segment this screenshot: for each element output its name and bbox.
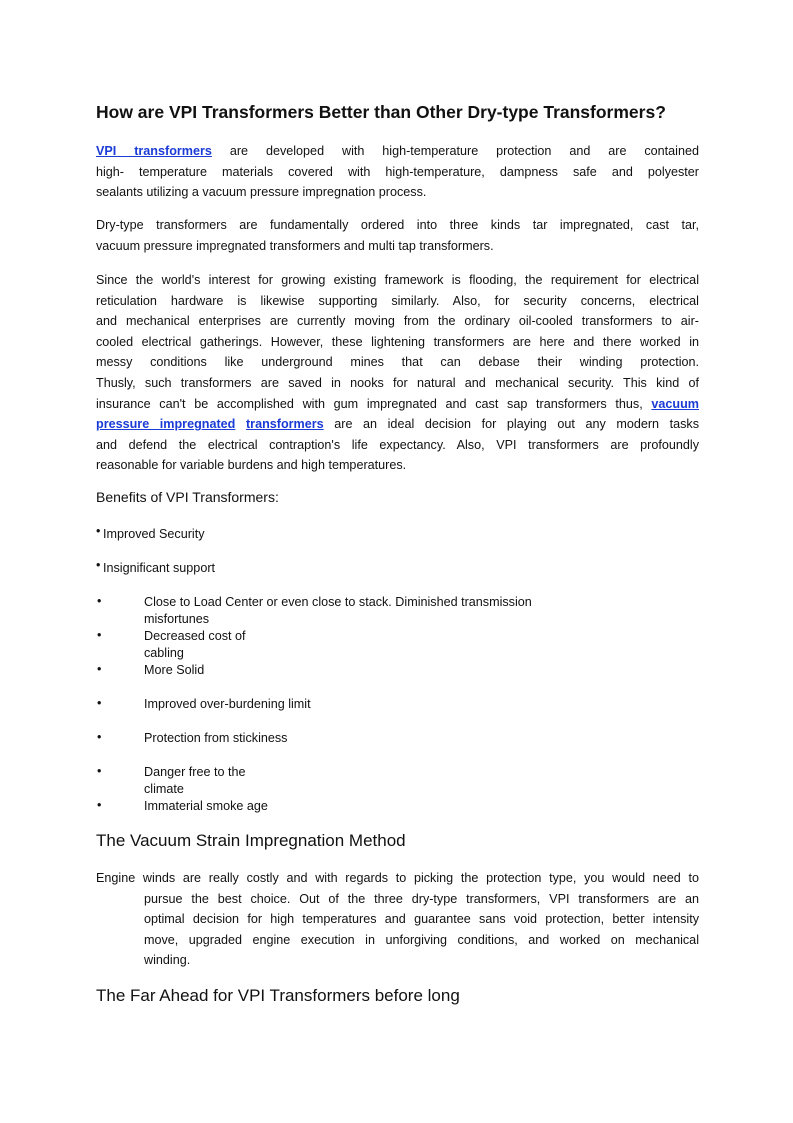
text-span: sealants utilizing a vacuum pressure impregnation process. (96, 185, 427, 200)
bullet-item-text: Insignificant support (103, 561, 216, 575)
paragraph-line (96, 217, 699, 233)
paragraph-line (96, 457, 699, 473)
text-span: high- temperature materials covered with high-temperature, dampness safe and polyester (96, 164, 699, 179)
paragraph-line (96, 354, 699, 370)
bullet-icon: • (97, 764, 102, 778)
paragraph-line (96, 396, 699, 412)
bullet-item-text: Improved Security (103, 527, 205, 541)
bullet-item-text: Improved over-burdening limit (144, 697, 311, 711)
bullet-item-text: misfortunes (144, 612, 210, 626)
paragraph-line (96, 416, 699, 432)
bullet-icon: • (97, 730, 102, 744)
text-span: Thusly, such transformers are saved in nooks for natural and mechanical security. This kind of (96, 376, 699, 390)
paragraph-line: optimal decision for high temperatures and guarantee sans void protection, better intensity (144, 912, 699, 927)
bullet-icon: • (97, 594, 102, 608)
bullet-item-text: cabling (144, 646, 184, 660)
bullet-icon: • (96, 558, 101, 572)
bullet-item-text: Immaterial smoke age (144, 799, 268, 813)
paragraph-line (96, 164, 699, 180)
paragraph-line (96, 184, 699, 200)
text-span: insurance can't be accomplished with gum impregnated and cast sap transformers thus, (96, 396, 652, 411)
paragraph-line (96, 375, 699, 391)
hyperlink[interactable]: pressure impregnated (96, 417, 236, 432)
text-span: are developed with high-temperature protection and are contained (229, 144, 699, 158)
text-span: and defend the electrical contraption's life expectancy. Also, VPI transformers are profoundly (96, 437, 699, 452)
benefits-heading: Benefits of VPI Transformers: (96, 489, 279, 505)
bullet-item-text: Close to Load Center or even close to stack. Diminished transmission (144, 595, 532, 609)
hyperlink[interactable]: VPI transformers (96, 144, 212, 158)
bullet-item-text: climate (144, 782, 184, 796)
paragraph-line (96, 293, 699, 309)
hyperlink[interactable]: vacuum (651, 396, 699, 411)
hyperlink[interactable]: transformers (245, 417, 324, 432)
section-heading-far-ahead: The Far Ahead for VPI Transformers before long (96, 986, 460, 1005)
section-heading-vacuum-method: The Vacuum Strain Impregnation Method (96, 831, 406, 850)
bullet-icon: • (96, 524, 101, 538)
paragraph-line: Engine winds are really costly and with regards to picking the protection type, you would need to (96, 871, 699, 885)
text-span: Dry-type transformers are fundamentally ordered into three kinds tar impregnated, cast tar, (96, 218, 699, 232)
paragraph-line: move, upgraded engine execution in unforgiving conditions, and worked on mechanical (144, 932, 699, 947)
bullet-item-text: Decreased cost of (144, 629, 246, 643)
bullet-icon: • (97, 628, 102, 642)
text-span: vacuum pressure impregnated transformers and multi tap transformers. (96, 238, 494, 253)
bullet-item-text: More Solid (144, 663, 205, 677)
text-span: Since the world's interest for growing existing framework is flooding, the requirement for electrical (96, 273, 699, 287)
paragraph-line (96, 238, 699, 254)
text-span: messy conditions like underground mines that can debase their winding protection. (96, 355, 699, 370)
page-title: How are VPI Transformers Better than Other Dry-type Transformers? (96, 102, 666, 122)
paragraph-line: pursue the best choice. Out of the three dry-type transformers, VPI transformers are an (144, 891, 699, 906)
paragraph-line: winding. (144, 953, 191, 968)
paragraph-line (96, 313, 699, 329)
paragraph-line (96, 334, 699, 350)
bullet-item-text: Danger free to the (144, 765, 246, 779)
paragraph-line (96, 143, 699, 159)
text-span: and mechanical enterprises are currently moving from the ordinary oil-cooled transformers to air- (96, 314, 699, 329)
paragraph-line (96, 437, 699, 453)
bullet-icon: • (97, 798, 102, 812)
text-span: are an ideal decision for playing out any modern tasks (334, 417, 700, 432)
bullet-icon: • (97, 696, 102, 710)
bullet-item-text: Protection from stickiness (144, 731, 288, 745)
text-span: cooled electrical gatherings. However, these lightening transformers are here and there worked in (96, 334, 699, 349)
text-span: reasonable for variable burdens and high temperatures. (96, 458, 407, 473)
paragraph-line (96, 272, 699, 288)
bullet-icon: • (97, 662, 102, 676)
text-span: reticulation hardware is likewise supporting similarly. Also, for security concerns, electrical (96, 293, 699, 308)
